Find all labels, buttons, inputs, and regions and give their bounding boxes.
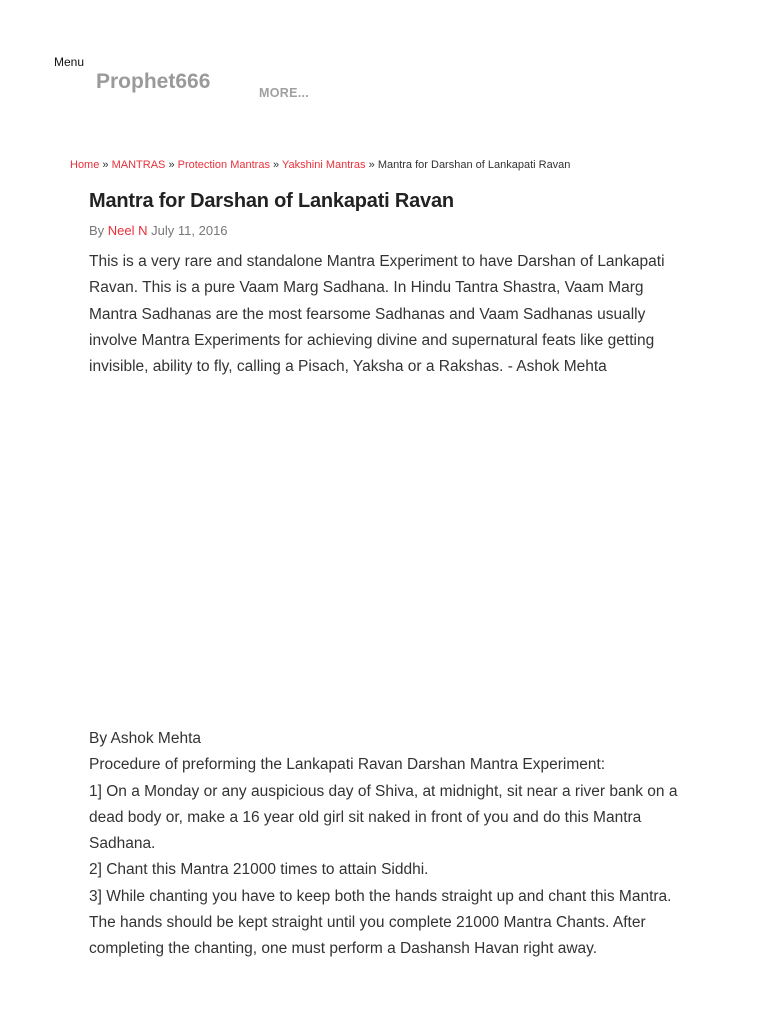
ad-placeholder [89, 385, 689, 715]
post-body [89, 726, 689, 963]
breadcrumb-separator: » [168, 159, 178, 171]
post-author-link[interactable]: Neel N [107, 223, 148, 238]
breadcrumb-separator: » [273, 159, 282, 171]
breadcrumb-current: Mantra for Darshan of Lankapati Ravan [377, 159, 571, 171]
breadcrumb-separator: » [368, 159, 378, 171]
more-menu-link[interactable]: MORE... [259, 86, 310, 100]
breadcrumb-yakshini-mantras[interactable]: Yakshini Mantras [282, 159, 366, 171]
body-paragraph: 2] Chant this Mantra 21000 times to attain Siddhi. [89, 861, 429, 879]
menu-toggle[interactable]: Menu [54, 55, 85, 69]
breadcrumb-home[interactable]: Home [70, 159, 100, 171]
body-paragraph: Procedure of preforming the Lankapati Ravan Darshan Mantra Experiment: [89, 756, 606, 774]
breadcrumb-separator: » [102, 159, 112, 171]
body-paragraph: 3] While chanting you have to keep both the hands straight up and chant this Mantra. The hands should be kept straight until you complete 21000 Mantra Chants. After completing the chanting, one must perform a Dashansh Havan right away. [89, 887, 672, 958]
breadcrumb-protection-mantras[interactable]: Protection Mantras [177, 159, 270, 171]
post-intro: This is a very rare and standalone Mantra Experiment to have Darshan of Lankapati Ravan. This is a pure Vaam Marg Sadhana. In Hindu Tantra Shastra, Vaam Marg Mantra Sadhanas are the most fearsome Sadhanas and Vaam Sadhanas usually involve Mantra Experiments for achieving divine and supernatural feats like getting invisible, ability to fly, calling a Pisach, Yaksha or a Rakshas. - Ashok Mehta [89, 253, 665, 376]
breadcrumb [70, 159, 570, 171]
body-paragraph: By Ashok Mehta [89, 730, 202, 747]
post-by-label: By [89, 223, 105, 238]
body-paragraph: 1] On a Monday or any auspicious day of Shiva, at midnight, sit near a river bank on a dead body or, make a 16 year old girl sit naked in front of you and do this Mantra Sadhana. [89, 782, 678, 853]
site-title[interactable]: Prophet666 [96, 70, 211, 93]
breadcrumb-mantras[interactable]: MANTRAS [111, 159, 166, 171]
post-meta [89, 223, 228, 238]
post-date: July 11, 2016 [151, 223, 228, 238]
post-title: Mantra for Darshan of Lankapati Ravan [89, 190, 454, 212]
